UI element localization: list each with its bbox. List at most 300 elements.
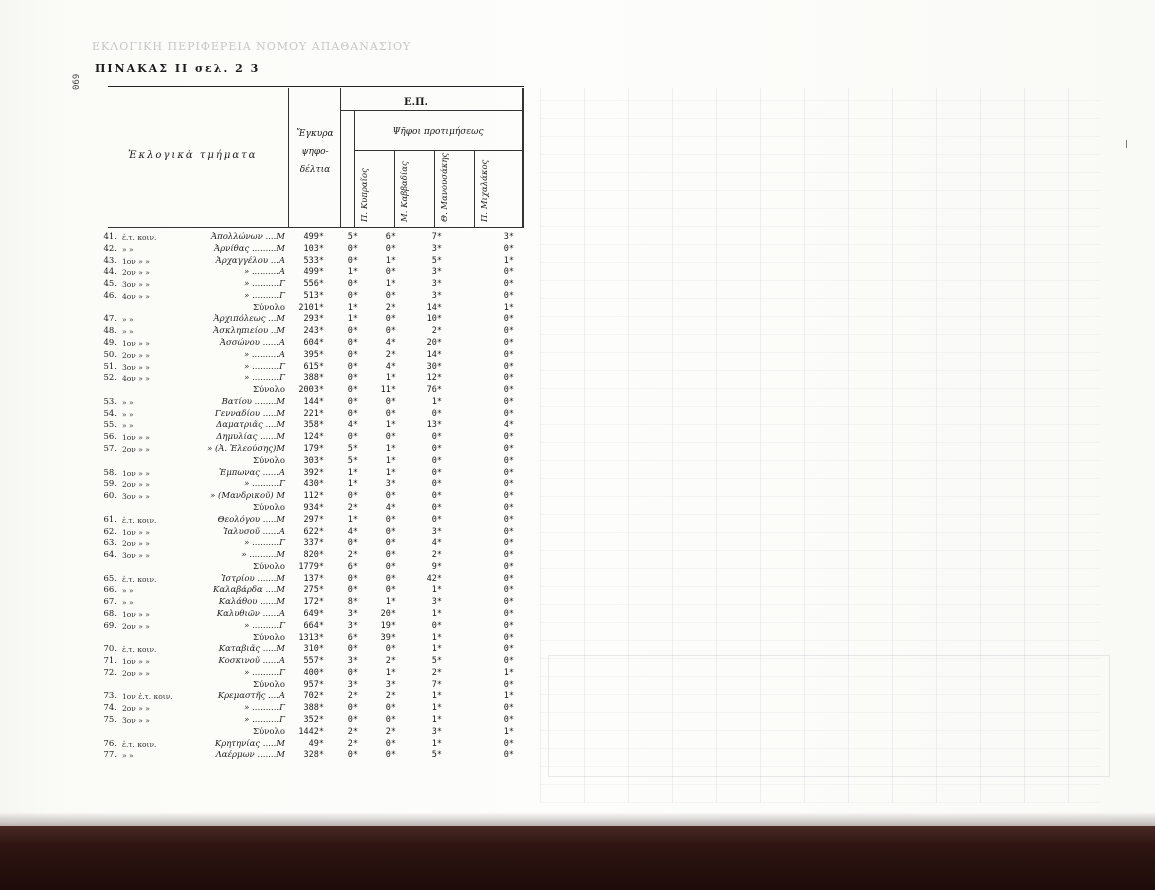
district-name: Ἀσκληπιείου ..Μ: [213, 326, 285, 337]
pref-manousakis: 1*: [431, 632, 442, 643]
pref-michalakos: 1*: [503, 691, 514, 702]
row-prefix: 3ον » »: [122, 551, 150, 561]
row-number: 46.: [103, 290, 117, 301]
pref-michalakos: 0*: [503, 585, 514, 596]
pref-kavvadias: 0*: [385, 714, 396, 725]
row-number: 67.: [103, 597, 117, 608]
table-row: [0, 574, 530, 586]
pref-kyprios: 1*: [347, 302, 358, 313]
pref-manousakis: 1*: [431, 608, 442, 619]
pref-kyprios: 6*: [347, 561, 358, 572]
district-name: » ..........Γ: [244, 703, 285, 714]
row-number: 42.: [103, 243, 117, 254]
row-number: 60.: [103, 491, 117, 502]
pref-kavvadias: 1*: [385, 455, 396, 466]
district-name: Ἀσσώνου ......Α: [219, 338, 285, 349]
table-row: [0, 314, 530, 326]
pref-manousakis: 0*: [431, 408, 442, 419]
district-name: Σύνολο: [253, 726, 285, 737]
pref-michalakos: 1*: [503, 302, 514, 313]
pref-manousakis: 0*: [431, 444, 442, 455]
row-number: 47.: [103, 314, 117, 325]
pref-kyprios: 0*: [347, 667, 358, 678]
pref-kavvadias: 6*: [385, 232, 396, 242]
valid-votes: 388*: [303, 703, 324, 714]
pref-kavvadias: 0*: [385, 573, 396, 584]
pref-michalakos: 0*: [503, 408, 514, 419]
pref-kavvadias: 19*: [380, 620, 396, 631]
valid-votes: 172*: [303, 597, 324, 608]
pref-kyprios: 1*: [347, 267, 358, 278]
pref-kyprios: 3*: [347, 608, 358, 619]
row-number: 59.: [103, 479, 117, 490]
pref-manousakis: 2*: [431, 667, 442, 678]
district-name: Καταβιᾶς .....Μ: [218, 644, 285, 655]
table-row: [0, 279, 530, 291]
district-name: Καλάθου ......Μ: [218, 597, 285, 608]
pref-kyprios: 0*: [347, 750, 358, 761]
pref-michalakos: 0*: [503, 608, 514, 619]
district-name: » ..........Γ: [244, 667, 285, 678]
district-name: Βατίου ........Μ: [221, 396, 285, 407]
district-name: Σύνολο: [253, 502, 285, 513]
valid-votes: 243*: [303, 326, 324, 337]
row-number: 64.: [103, 550, 117, 561]
pref-manousakis: 0*: [431, 479, 442, 490]
pref-manousakis: 0*: [431, 491, 442, 502]
table-row: [0, 362, 530, 374]
row-number: 69.: [103, 620, 117, 631]
pref-manousakis: 4*: [431, 538, 442, 549]
pref-kyprios: 3*: [347, 620, 358, 631]
pref-manousakis: 1*: [431, 738, 442, 749]
pref-kavvadias: 0*: [385, 408, 396, 419]
row-prefix: ἐ.τ. κοιν.: [122, 574, 157, 584]
valid-votes: 112*: [303, 491, 324, 502]
pref-michalakos: 1*: [503, 726, 514, 737]
pref-kavvadias: 1*: [385, 597, 396, 608]
pref-kyprios: 0*: [347, 538, 358, 549]
row-prefix: » »: [122, 598, 134, 608]
table-row: [0, 256, 530, 268]
valid-votes: 1313*: [298, 632, 324, 643]
row-prefix: ἐ.τ. κοιν.: [122, 515, 157, 525]
pref-manousakis: 0*: [431, 432, 442, 443]
pref-michalakos: 1*: [503, 255, 514, 266]
pref-kavvadias: 3*: [385, 679, 396, 690]
pref-manousakis: 12*: [426, 373, 442, 384]
valid-votes: 103*: [303, 243, 324, 254]
pref-kavvadias: 0*: [385, 432, 396, 443]
pref-kyprios: 0*: [347, 255, 358, 266]
pref-manousakis: 5*: [431, 255, 442, 266]
district-name: Δημυλίας ......Μ: [216, 432, 285, 443]
row-prefix: 2ον » »: [122, 268, 150, 278]
row-prefix: 1ον » »: [122, 256, 150, 266]
pref-kyprios: 5*: [347, 444, 358, 455]
subtotal-row: [0, 456, 530, 468]
district-name: Λαέρμων .......Μ: [215, 750, 285, 761]
row-prefix: ἐ.τ. κοιν.: [122, 645, 157, 655]
row-prefix: 2ον » »: [122, 350, 150, 360]
table-row: [0, 750, 530, 762]
row-number: 56.: [103, 432, 117, 443]
row-number: 74.: [103, 703, 117, 714]
pref-manousakis: 7*: [431, 679, 442, 690]
valid-votes: 400*: [303, 667, 324, 678]
valid-votes: 297*: [303, 514, 324, 525]
pref-kyprios: 6*: [347, 632, 358, 643]
pref-manousakis: 0*: [431, 455, 442, 466]
valid-votes: 622*: [303, 526, 324, 537]
pref-michalakos: 0*: [503, 267, 514, 278]
pref-kyprios: 1*: [347, 467, 358, 478]
row-number: 71.: [103, 656, 117, 667]
valid-votes: 702*: [303, 691, 324, 702]
table-row: [0, 420, 530, 432]
pref-manousakis: 14*: [426, 302, 442, 313]
pref-manousakis: 2*: [431, 326, 442, 337]
table-row: [0, 703, 530, 715]
valid-votes: 2101*: [298, 302, 324, 313]
table-row: [0, 739, 530, 751]
pref-manousakis: 3*: [431, 597, 442, 608]
candidate-header-3: Θ. Μανουσάκης: [440, 152, 450, 222]
pref-michalakos: 0*: [503, 455, 514, 466]
pref-michalakos: 0*: [503, 349, 514, 360]
district-name: Ἐμπωνας ......Α: [218, 467, 285, 478]
table-top-rule: [108, 86, 524, 87]
row-number: 66.: [103, 585, 117, 596]
pref-kyprios: 2*: [347, 550, 358, 561]
district-name: Σύνολο: [253, 632, 285, 643]
subtotal-row: [0, 385, 530, 397]
valid-votes: 533*: [303, 255, 324, 266]
valid-votes: 388*: [303, 373, 324, 384]
pref-manousakis: 20*: [426, 338, 442, 349]
valid-votes: 820*: [303, 550, 324, 561]
pref-kavvadias: 0*: [385, 491, 396, 502]
valid-votes: 664*: [303, 620, 324, 631]
pref-kavvadias: 1*: [385, 467, 396, 478]
pref-kyprios: 2*: [347, 691, 358, 702]
pref-manousakis: 3*: [431, 726, 442, 737]
pref-kyprios: 0*: [347, 373, 358, 384]
district-name: Ἰστρίου .......Μ: [221, 573, 285, 584]
pref-kavvadias: 4*: [385, 361, 396, 372]
table-row: [0, 479, 530, 491]
table-row: [0, 668, 530, 680]
pref-michalakos: 0*: [503, 620, 514, 631]
district-name: » (Μανδρικοῦ) Μ: [210, 491, 285, 502]
subtotal-row: [0, 680, 530, 692]
row-prefix: 1ον » »: [122, 468, 150, 478]
pref-kavvadias: 2*: [385, 691, 396, 702]
valid-votes: 275*: [303, 585, 324, 596]
row-prefix: » »: [122, 586, 134, 596]
table-row: [0, 244, 530, 256]
pref-kavvadias: 0*: [385, 290, 396, 301]
scanner-background: [0, 826, 1155, 890]
pref-manousakis: 1*: [431, 691, 442, 702]
row-prefix: » »: [122, 751, 134, 761]
pref-manousakis: 3*: [431, 243, 442, 254]
district-name: Σύνολο: [253, 679, 285, 690]
pref-manousakis: 9*: [431, 561, 442, 572]
district-name: Γενναδίου .....Μ: [214, 408, 285, 419]
pref-kavvadias: 0*: [385, 243, 396, 254]
pref-manousakis: 1*: [431, 585, 442, 596]
row-prefix: 1ον ἐ.τ. κοιν.: [122, 692, 173, 702]
page-title: ΠΙΝΑΚΑΣ ΙΙ σελ. 2 3: [95, 62, 261, 75]
row-number: 48.: [103, 326, 117, 337]
row-prefix: 4ον » »: [122, 374, 150, 384]
pref-manousakis: 10*: [426, 314, 442, 325]
row-prefix: » »: [122, 244, 134, 254]
pref-michalakos: 0*: [503, 738, 514, 749]
table-row: [0, 656, 530, 668]
row-prefix: 2ον » »: [122, 704, 150, 714]
pref-michalakos: 0*: [503, 432, 514, 443]
district-name: » ..........Α: [243, 267, 285, 278]
pref-kyprios: 0*: [347, 396, 358, 407]
table-row: [0, 232, 530, 244]
pref-kyprios: 1*: [347, 314, 358, 325]
district-name: Κρητηνίας .....Μ: [214, 738, 285, 749]
row-prefix: 1ον » »: [122, 433, 150, 443]
row-prefix: 1ον » »: [122, 527, 150, 537]
row-prefix: ἐ.τ. κοιν.: [122, 233, 157, 242]
valid-votes: 337*: [303, 538, 324, 549]
district-name: Κοσκινοῦ ......Α: [218, 656, 285, 667]
pref-kyprios: 0*: [347, 585, 358, 596]
pref-kavvadias: 20*: [380, 608, 396, 619]
pref-michalakos: 0*: [503, 703, 514, 714]
pref-michalakos: 0*: [503, 373, 514, 384]
pref-michalakos: 0*: [503, 644, 514, 655]
preference-header: Ψῆφοι προτιμήσεως: [392, 127, 484, 137]
pref-kavvadias: 0*: [385, 550, 396, 561]
pref-michalakos: 0*: [503, 326, 514, 337]
pref-kavvadias: 1*: [385, 444, 396, 455]
valid-votes: 328*: [303, 750, 324, 761]
pref-kavvadias: 11*: [380, 385, 396, 396]
table-row: [0, 326, 530, 338]
row-prefix: » »: [122, 327, 134, 337]
pref-kavvadias: 4*: [385, 502, 396, 513]
pref-michalakos: 0*: [503, 385, 514, 396]
pref-kyprios: 2*: [347, 726, 358, 737]
row-prefix: 1ον » »: [122, 657, 150, 667]
row-prefix: 3ον » »: [122, 492, 150, 502]
row-prefix: 1ον » »: [122, 339, 150, 349]
table-row: [0, 527, 530, 539]
table-row: [0, 291, 530, 303]
subtotal-row: [0, 303, 530, 315]
pref-manousakis: 5*: [431, 750, 442, 761]
district-name: » ..........Μ: [241, 550, 285, 561]
pref-michalakos: 0*: [503, 361, 514, 372]
table-row: [0, 267, 530, 279]
subtotal-row: [0, 633, 530, 645]
pref-michalakos: 0*: [503, 491, 514, 502]
pref-kavvadias: 0*: [385, 326, 396, 337]
pref-michalakos: 0*: [503, 526, 514, 537]
valid-votes: 499*: [303, 232, 324, 242]
pref-kyprios: 8*: [347, 597, 358, 608]
district-name: Ἰαλυσοῦ ......Α: [223, 526, 285, 537]
pref-manousakis: 3*: [431, 526, 442, 537]
pref-manousakis: 3*: [431, 279, 442, 290]
row-number: 75.: [103, 714, 117, 725]
pref-kavvadias: 1*: [385, 373, 396, 384]
pref-manousakis: 0*: [431, 467, 442, 478]
district-name: Σύνολο: [253, 385, 285, 396]
valid-votes: 49*: [308, 738, 324, 749]
row-prefix: 2ον » »: [122, 445, 150, 455]
party-header: Ε.Π.: [404, 97, 429, 108]
table-row: [0, 585, 530, 597]
table-row: [0, 350, 530, 362]
pref-kavvadias: 0*: [385, 267, 396, 278]
row-prefix: » »: [122, 397, 134, 407]
districts-header: Ἐκλογικὰ τμήματα: [128, 150, 258, 161]
pref-michalakos: 0*: [503, 502, 514, 513]
valid-votes: 557*: [303, 656, 324, 667]
row-number: 73.: [103, 691, 117, 702]
pref-michalakos: 0*: [503, 479, 514, 490]
valid-votes: 137*: [303, 573, 324, 584]
table-row: [0, 597, 530, 609]
pref-kyprios: 0*: [347, 385, 358, 396]
valid-votes-header: Ἔγκυρα ψηφο- δέλτια: [296, 129, 334, 175]
table-row: [0, 373, 530, 385]
pref-manousakis: 14*: [426, 349, 442, 360]
pref-manousakis: 2*: [431, 550, 442, 561]
pref-kyprios: 0*: [347, 491, 358, 502]
pref-michalakos: 0*: [503, 243, 514, 254]
valid-votes: 303*: [303, 455, 324, 466]
pref-michalakos: 0*: [503, 514, 514, 525]
row-number: 51.: [103, 361, 117, 372]
pref-kyprios: 3*: [347, 679, 358, 690]
pref-manousakis: 42*: [426, 573, 442, 584]
pref-kavvadias: 2*: [385, 349, 396, 360]
pref-michalakos: 0*: [503, 290, 514, 301]
valid-votes: 556*: [303, 279, 324, 290]
pref-manousakis: 0*: [431, 514, 442, 525]
row-number: 53.: [103, 396, 117, 407]
district-name: » ..........Γ: [244, 714, 285, 725]
pref-kyprios: 2*: [347, 738, 358, 749]
pref-kyprios: 0*: [347, 279, 358, 290]
district-name: » ..........Α: [243, 349, 285, 360]
pref-kavvadias: 0*: [385, 314, 396, 325]
row-prefix: » »: [122, 315, 134, 325]
table-row: [0, 609, 530, 621]
district-name: » ..........Γ: [244, 279, 285, 290]
pref-kavvadias: 0*: [385, 514, 396, 525]
valid-votes: 604*: [303, 338, 324, 349]
row-number: 70.: [103, 644, 117, 655]
pref-kavvadias: 0*: [385, 738, 396, 749]
pref-manousakis: 1*: [431, 644, 442, 655]
pref-kyprios: 3*: [347, 656, 358, 667]
pref-michalakos: 0*: [503, 314, 514, 325]
pref-kavvadias: 3*: [385, 479, 396, 490]
district-name: » ..........Γ: [244, 620, 285, 631]
pref-manousakis: 7*: [431, 232, 442, 242]
valid-votes: 358*: [303, 420, 324, 431]
valid-votes: 615*: [303, 361, 324, 372]
valid-votes: 179*: [303, 444, 324, 455]
pref-kyprios: 4*: [347, 526, 358, 537]
table-row: [0, 397, 530, 409]
valid-votes: 957*: [303, 679, 324, 690]
valid-votes: 499*: [303, 267, 324, 278]
pref-kyprios: 2*: [347, 502, 358, 513]
row-number: 57.: [103, 444, 117, 455]
district-name: Δαματριᾶς ....Μ: [216, 420, 285, 431]
row-prefix: 1ον » »: [122, 609, 150, 619]
pref-michalakos: 0*: [503, 279, 514, 290]
row-prefix: 4ον » »: [122, 291, 150, 301]
row-number: 43.: [103, 255, 117, 266]
valid-votes: 124*: [303, 432, 324, 443]
district-name: Ἀπολλώνων ....Μ: [210, 232, 285, 242]
row-number: 41.: [103, 232, 117, 242]
pref-kyprios: 0*: [347, 573, 358, 584]
pref-kyprios: 0*: [347, 290, 358, 301]
pref-michalakos: 4*: [503, 420, 514, 431]
district-name: Ἀρχαγγέλου ...Α: [215, 255, 285, 266]
row-number: 58.: [103, 467, 117, 478]
pref-michalakos: 0*: [503, 750, 514, 761]
pref-michalakos: 0*: [503, 573, 514, 584]
row-prefix: » »: [122, 409, 134, 419]
table-row: [0, 409, 530, 421]
candidate-header-1: Π. Κυπραῖος: [360, 168, 370, 222]
pref-manousakis: 1*: [431, 703, 442, 714]
district-name: » ..........Γ: [244, 479, 285, 490]
table-row: [0, 644, 530, 656]
row-number: 63.: [103, 538, 117, 549]
table-row: [0, 715, 530, 727]
table-row: [0, 444, 530, 456]
row-prefix: 2ον » »: [122, 621, 150, 631]
valid-votes: 649*: [303, 608, 324, 619]
district-name: Θεολόγου .....Μ: [217, 514, 285, 525]
subtotal-row: [0, 562, 530, 574]
pref-kavvadias: 4*: [385, 338, 396, 349]
pref-kavvadias: 39*: [380, 632, 396, 643]
pref-manousakis: 1*: [431, 714, 442, 725]
pref-michalakos: 1*: [503, 667, 514, 678]
pref-kavvadias: 0*: [385, 526, 396, 537]
pref-kavvadias: 0*: [385, 585, 396, 596]
district-name: » ..........Γ: [244, 290, 285, 301]
pref-kavvadias: 1*: [385, 667, 396, 678]
pref-kyprios: 0*: [347, 326, 358, 337]
bleed-through-box: [548, 655, 1110, 777]
pref-kyprios: 5*: [347, 232, 358, 242]
district-name: Ἀρχιπόλεως ...Μ: [213, 314, 285, 325]
pref-kavvadias: 1*: [385, 420, 396, 431]
pref-manousakis: 1*: [431, 396, 442, 407]
district-name: » ..........Γ: [244, 538, 285, 549]
table-row: [0, 338, 530, 350]
valid-votes: 352*: [303, 714, 324, 725]
